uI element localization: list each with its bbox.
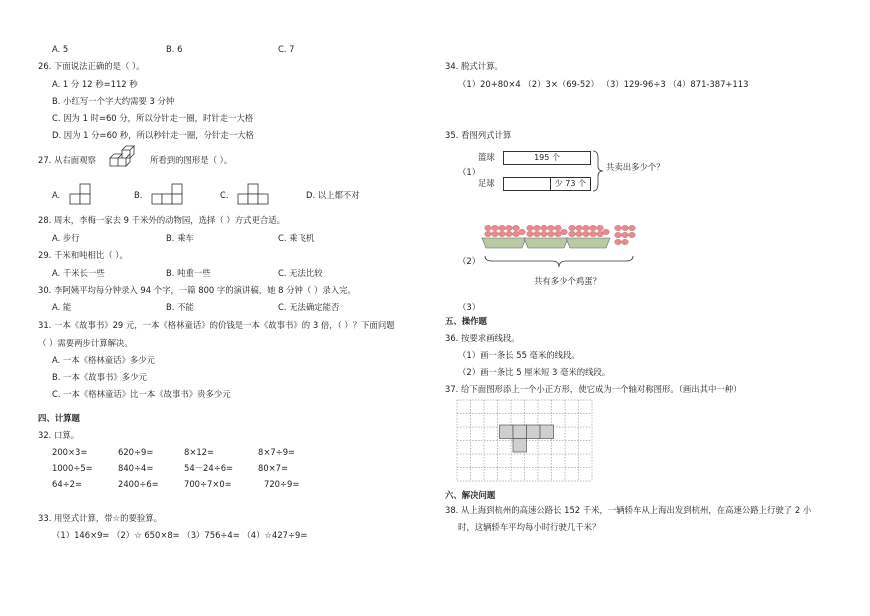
q30-option-a: A. 能 [52,302,72,312]
q26-option-c: C. 因为 1 时=60 分，所以分针走一圈，时针走一大格 [52,113,254,123]
q35-part3-label: （3） [458,302,481,312]
q38-line1: 38. 从上海到杭州的高速公路长 152 千米，一辆轿车从上海出发到杭州，在高速公路上行驶了 2 小 [445,505,812,515]
q35-stem: 35. 看图列式计算 [445,130,512,140]
q30-stem: 30. 李阿姨平均每分钟录入 94 个字，一篇 800 字的演讲稿，她 8 分钟（ ）录入完。 [38,285,356,295]
q27-figure-b [148,182,188,204]
q26-option-a: A. 1 分 12 秒=112 秒 [52,79,138,89]
q32-cell: 64÷2= [52,479,83,489]
q32-cell: 80×7= [258,463,289,473]
basketball-bar [503,151,591,165]
q29-option-b: B. 吨重一些 [166,268,211,278]
q35-part2-label: （2） [458,256,481,266]
q29-stem: 29. 千米和吨相比（ ）。 [38,250,128,260]
q32-cell: 54－24÷6= [184,463,234,473]
q27-option-a: A. [52,190,61,200]
q38-line2: 时，这辆轿车平均每小时行驶几千米？ [458,522,601,532]
q28-option-a: A. 步行 [52,233,80,243]
q26-stem: 26. 下面说法正确的是（ ）。 [38,61,145,71]
q32-cell: 720÷9= [264,479,300,489]
q27-option-b: B. [134,190,143,200]
q36-item-2: （2）画一条比 5 厘米短 3 毫米的线段。 [458,367,611,377]
q32-cell: 620÷9= [118,447,154,457]
cube-stack-figure [108,144,136,172]
q25-option-c: C. 7 [278,44,295,54]
q32-cell: 840÷4= [118,463,154,473]
q32-cell: 700÷7×0= [184,479,232,489]
basketball-bar-text: 195 个 [534,153,560,162]
q31-option-a: A. 一本《格林童话》多少元 [52,355,156,365]
q27-figure-a [66,182,96,204]
basketball-label: 篮球 [478,152,495,162]
q31-option-b: B. 一本《故事书》多少元 [52,372,147,382]
football-label: 足球 [478,178,495,188]
q31-option-c: C. 一本《格林童话》比一本《故事书》贵多少元 [52,389,231,399]
football-bar-text: 少 73 个 [550,178,590,190]
q30-option-c: C. 无法确定能否 [278,302,340,312]
q34-stem: 34. 脱式计算。 [445,61,503,71]
q35-question1: 共卖出多少个？ [606,162,665,172]
q35-question2: 共有多少个鸡蛋？ [534,276,601,286]
dotted-grid [457,400,593,481]
q30-option-b: B. 不能 [166,302,194,312]
q28-option-b: B. 乘车 [166,233,194,243]
q28-stem: 28. 周末，李梅一家去 9 千米外的动物园，选择（ ）方式更合适。 [38,215,286,225]
q34-items: （1）20+80×4 （2）3×（69-52） （3）129-96÷3 （4）871-387+113 [458,79,749,89]
football-bar [503,177,591,191]
q32-stem: 32. 口算。 [38,430,80,440]
q36-stem: 36. 按要求画线段。 [445,333,520,343]
q36-item-1: （1）画一条长 55 毫米的线段。 [458,350,580,360]
q27-stem-b: 所看到的图形是（ ）。 [150,155,233,165]
q33-stem: 33. 用竖式计算，带☆的要验算。 [38,513,162,523]
q35-part1-label: （1） [458,167,481,177]
section-5-heading: 五、操作题 [445,316,487,326]
q32-cell: 1000÷5= [52,463,93,473]
q32-cell: 200×3= [52,447,88,457]
q25-option-b: B. 6 [166,44,183,54]
right-brace [592,150,604,192]
q27-figure-c [234,182,274,204]
q32-cell: 2400÷6= [118,479,159,489]
q25-option-a: A. 5 [52,44,69,54]
q37-stem: 37. 给下面图形添上一个小正方形，使它成为一个轴对称图形。（画出其中一种） [445,384,742,394]
section-6-heading: 六、解决问题 [445,490,496,500]
q26-option-d: D. 因为 1 分=60 秒，所以秒针走一圈，分针走一大格 [52,130,254,140]
q27-option-d: D. 以上都不对 [306,190,360,200]
q31-stem-line1: 31. 一本《故事书》29 元，一本《格林童话》的价钱是一本《故事书》的 3 倍，（ ）？下面问题 [38,320,395,330]
q27-stem-a: 27. 从右面观察 [38,155,96,165]
q28-option-c: C. 乘飞机 [278,233,315,243]
q29-option-a: A. 千米长一些 [52,268,105,278]
egg-trays-image [480,222,640,252]
q31-stem-line2: （ ）需要两步计算解决。 [38,338,133,348]
q32-cell: 8×7÷9= [258,447,296,457]
q29-option-c: C. 无法比较 [278,268,323,278]
q32-cell: 8×12= [184,447,215,457]
section-4-heading: 四、计算题 [38,413,80,423]
q33-items: （1）146×9= （2）☆ 650×8= （3）756÷4= （4）☆427÷9= [52,530,308,540]
q26-option-b: B. 小红写一个字大约需要 3 分钟 [52,96,175,106]
bottom-brace [484,255,634,269]
q27-option-c: C. [220,190,229,200]
